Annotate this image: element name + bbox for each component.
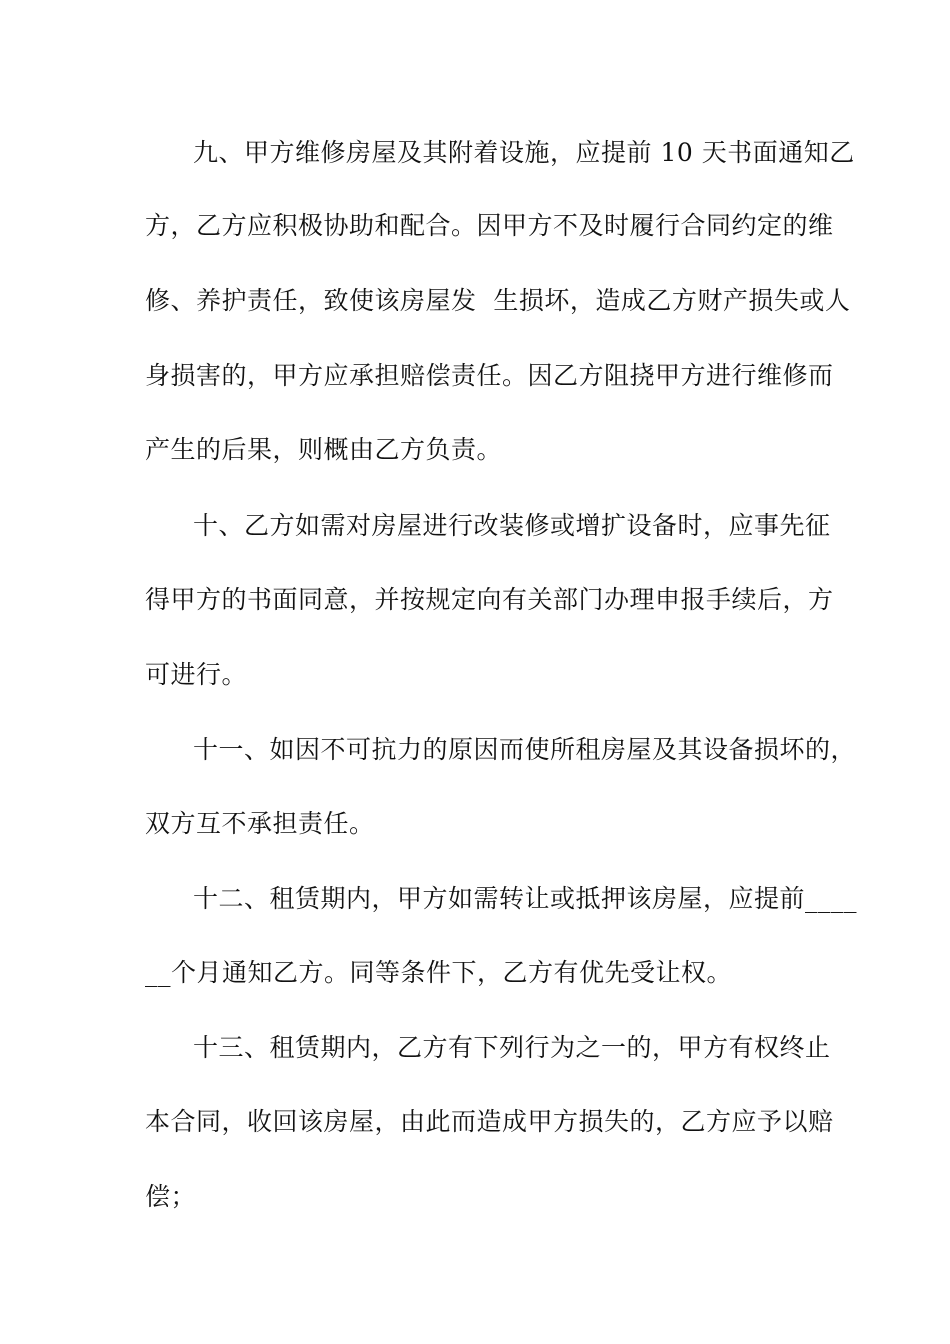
clause-11-line-1: 十一、如因不可抗力的原因而使所租房屋及其设备损坏的， [193,735,857,764]
clause-13-line-3: 偿； [145,1182,197,1211]
clause-9-line-2: 方，乙方应积极协助和配合。因甲方不及时履行合同约定的维 [145,211,834,240]
clause-9-line-3: 修、养护责任，致使该房屋发 生损坏，造成乙方财产损失或人 [145,286,851,315]
clause-10-line-3: 可进行。 [145,660,248,689]
clause-13-line-2: 本合同，收回该房屋，由此而造成甲方损失的，乙方应予以赔 [145,1107,834,1136]
clause-11-line-2: 双方互不承担责任。 [145,809,375,838]
clause-9-line-1: 九、甲方维修房屋及其附着设施，应提前 10 天书面通知乙 [193,138,855,167]
clause-12-line-2: __个月通知乙方。同等条件下，乙方有优先受让权。 [145,958,733,987]
clause-9-line-4: 身损害的，甲方应承担赔偿责任。因乙方阻挠甲方进行维修而 [145,361,834,390]
clause-10-line-2: 得甲方的书面同意，并按规定向有关部门办理申报手续后，方 [145,585,834,614]
clause-10-line-1: 十、乙方如需对房屋进行改装修或增扩设备时，应事先征 [193,511,831,540]
clause-9-line-5: 产生的后果，则概由乙方负责。 [145,435,503,464]
clause-12-line-1: 十二、租赁期内，甲方如需转让或抵押该房屋，应提前____ [193,884,858,913]
clause-13-line-1: 十三、租赁期内，乙方有下列行为之一的，甲方有权终止 [193,1033,831,1062]
